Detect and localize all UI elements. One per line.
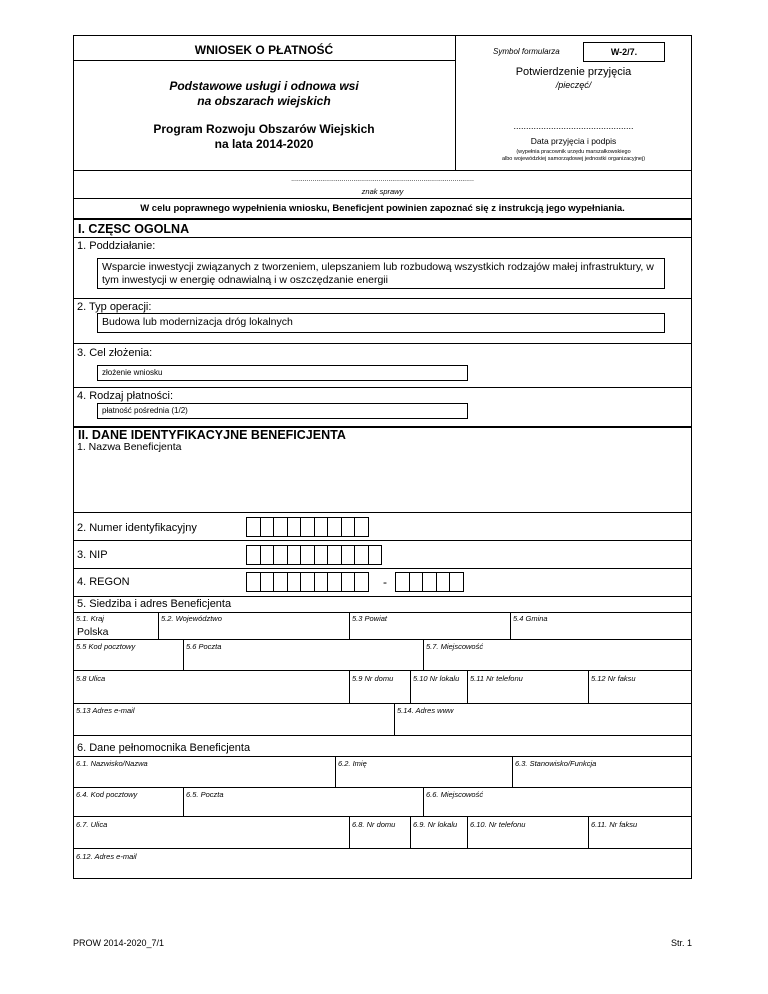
subtitle-line2: na obszarach wiejskich — [197, 94, 331, 108]
page-number: Str. 1 — [670, 938, 692, 948]
field-5-9-label: 5.9 Nr domu — [352, 674, 394, 683]
field-6-3-label: 6.3. Stanowisko/Funkcja — [515, 759, 597, 768]
subtitle-line1: Podstawowe usługi i odnowa wsi — [169, 79, 359, 93]
field-5-4-label: 5.4 Gmina — [513, 614, 548, 623]
field-6-8-label: 6.8. Nr domu — [352, 820, 396, 829]
field-5-2-label: 5.2. Województwo — [161, 614, 222, 623]
field-6-2-label: 6.2. Imię — [338, 759, 367, 768]
case-dots: .............................................................................................. — [291, 176, 474, 183]
symbol-label: Symbol formularza — [493, 47, 560, 56]
field-6-7-label: 6.7. Ulica — [76, 820, 108, 829]
id-number-label: 2. Numer identyfikacyjny — [77, 522, 197, 534]
proxy-label: 6. Dane pełnomocnika Beneficjenta — [77, 742, 251, 754]
q3-label: 3. Cel złożenia: — [77, 347, 153, 359]
nip-label: 3. NIP — [77, 549, 108, 561]
regon-separator: - — [383, 575, 387, 589]
beneficiary-name-label: 1. Nazwa Beneficjenta — [77, 441, 182, 453]
regon-cells[interactable] — [247, 572, 369, 592]
symbol-value: W-2/7. — [583, 42, 665, 62]
receipt-title: Potwierdzenie przyjęcia — [515, 66, 632, 78]
stamp-label: /pieczęć/ — [555, 80, 592, 90]
field-5-13-label: 5.13 Adres e-mail — [76, 706, 135, 715]
case-label: znak sprawy — [361, 187, 404, 196]
country-value[interactable]: Polska — [77, 626, 109, 638]
field-5-7-label: 5.7. Miejscowość — [426, 642, 484, 651]
field-5-12-label: 5.12 Nr faksu — [591, 674, 636, 683]
field-5-6-label: 5.6 Poczta — [186, 642, 222, 651]
q2-label: 2. Typ operacji: — [77, 301, 152, 313]
field-6-4-label: 6.4. Kod pocztowy — [76, 790, 138, 799]
operation-type-field[interactable]: Budowa lub modernizacja dróg lokalnych — [97, 313, 665, 333]
regon-label: 4. REGON — [77, 576, 130, 588]
beneficiary-name-field[interactable] — [74, 455, 691, 511]
id-number-cells[interactable] — [247, 517, 369, 537]
program-line1: Program Rozwoju Obszarów Wiejskich — [153, 122, 375, 136]
q1-label: 1. Poddziałanie: — [77, 240, 156, 252]
field-6-11-label: 6.11. Nr faksu — [591, 820, 638, 829]
section1-title: I. CZĘSC OGOLNA — [78, 222, 190, 236]
q4-label: 4. Rodzaj płatności: — [77, 390, 173, 402]
payment-type-field[interactable]: płatność pośrednia (1/2) — [97, 403, 468, 419]
field-5-3-label: 5.3 Powiat — [352, 614, 388, 623]
signature-note2: albo wojewódzkiej samorządowej jednostki organizacyjnej) — [501, 156, 646, 162]
field-6-1-label: 6.1. Nazwisko/Nazwa — [76, 759, 148, 768]
instruction-note: W celu poprawnego wypełnienia wniosku, Beneficjent powinien zapoznać się z instrukcją jego wypełniania. — [140, 203, 625, 214]
program-line2: na lata 2014-2020 — [214, 137, 314, 151]
field-6-5-label: 6.5. Poczta — [186, 790, 224, 799]
field-6-10-label: 6.10. Nr telefonu — [470, 820, 526, 829]
field-5-5-label: 5.5 Kod pocztowy — [76, 642, 136, 651]
field-6-9-label: 6.9. Nr lokalu — [413, 820, 458, 829]
signature-dots: ................................................ — [513, 121, 634, 131]
field-5-8-label: 5.8 Ulica — [76, 674, 106, 683]
section2-title: II. DANE IDENTYFIKACYJNE BENEFICJENTA — [78, 428, 346, 442]
signature-label: Data przyjęcia i podpis — [530, 136, 617, 146]
field-5-14-label: 5.14. Adres www — [397, 706, 454, 715]
address-label: 5. Siedziba i adres Beneficjenta — [77, 598, 232, 610]
field-5-11-label: 5.11 Nr telefonu — [470, 674, 523, 683]
regon-extra-cells[interactable] — [396, 572, 464, 592]
nip-cells[interactable] — [247, 545, 382, 565]
purpose-field[interactable]: złożenie wniosku — [97, 365, 468, 381]
form-title: WNIOSEK O PŁATNOŚĆ — [194, 43, 334, 57]
signature-note1: (wypełnia pracownik urzędu marszałkowskiego — [516, 149, 631, 155]
field-5-1-label: 5.1. Kraj — [76, 614, 104, 623]
footer-code: PROW 2014-2020_7/1 — [73, 938, 165, 948]
field-5-10-label: 5.10 Nr lokalu — [413, 674, 460, 683]
subaction-field[interactable]: Wsparcie inwestycji związanych z tworzeniem, ulepszaniem lub rozbudową wszystkich rodzajów małej infrastruktury, w tym inwestycji w energię odnawialną i w oszczędzanie energii — [97, 258, 665, 289]
field-6-6-label: 6.6. Miejscowość — [426, 790, 484, 799]
field-6-12-label: 6.12. Adres e-mail — [76, 852, 137, 861]
